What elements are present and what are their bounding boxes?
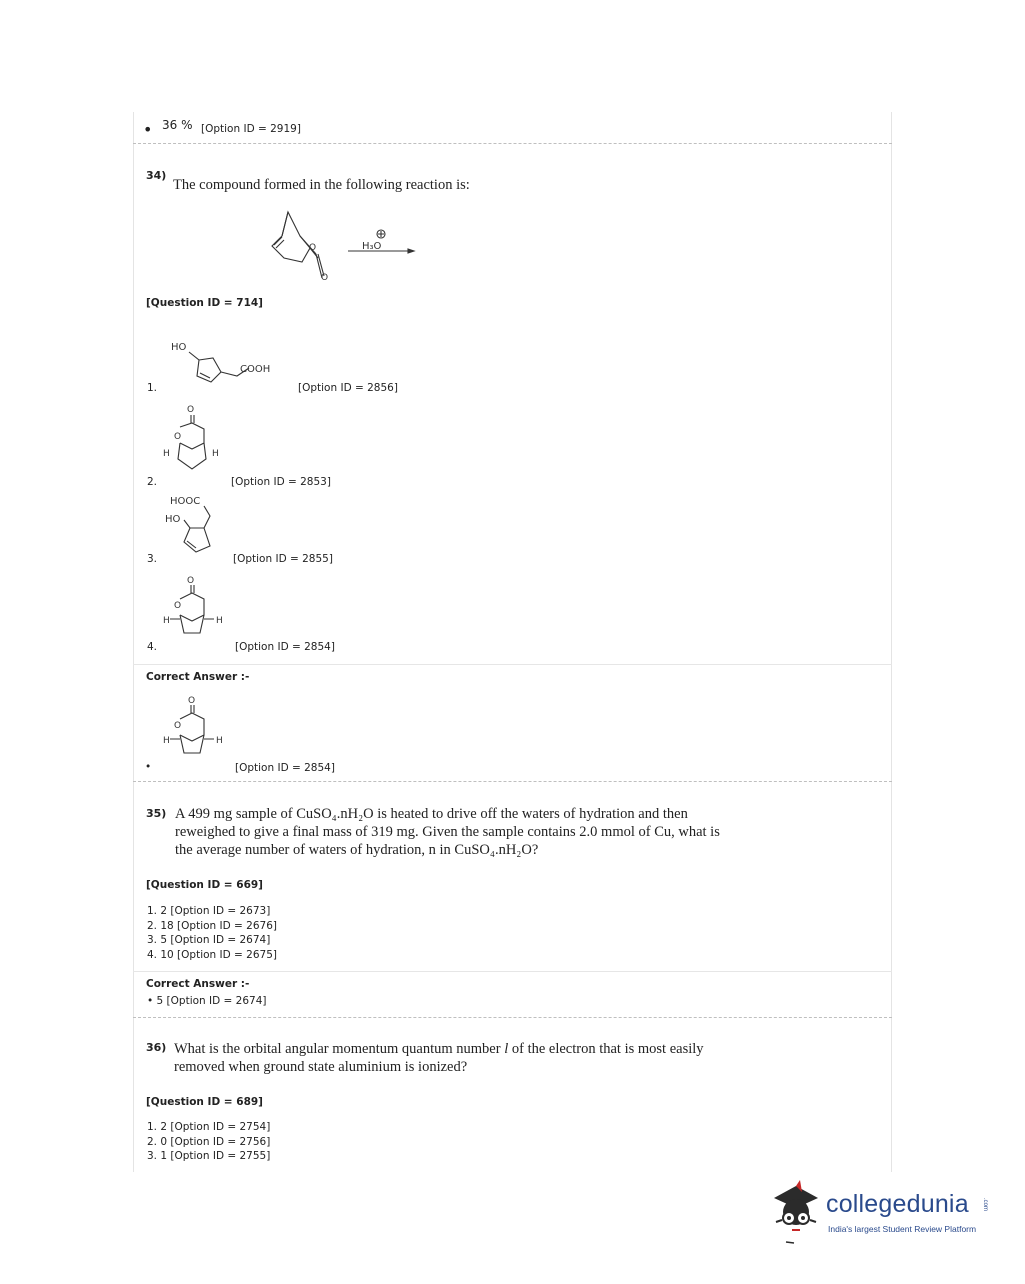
question-text-line: What is the orbital angular momentum quantum number l of the electron that is most easily: [174, 1041, 704, 1057]
option-1-structure: [165, 336, 285, 386]
option-item: 3. 1 [Option ID = 2755]: [147, 1150, 271, 1162]
ho-label: HO: [171, 342, 187, 353]
option-item: 2. 0 [Option ID = 2756]: [147, 1135, 271, 1148]
option-id: [Option ID = 2854]: [235, 762, 335, 774]
question-id: [Question ID = 689]: [146, 1096, 263, 1108]
option-id: [Option ID = 2855]: [233, 553, 333, 565]
cooh-label: COOH: [240, 364, 271, 375]
correct-answer-label: Correct Answer :-: [146, 978, 250, 990]
question-text: The compound formed in the following reaction is:: [173, 177, 470, 193]
carbonyl-oxygen: O: [188, 696, 196, 706]
hooc-label: HOOC: [170, 496, 201, 507]
collegedunia-logo[interactable]: [766, 1176, 996, 1246]
hydrogen-label: H: [212, 449, 219, 459]
option-4-structure: [160, 573, 230, 648]
ring-oxygen: O: [174, 601, 182, 611]
divider: [133, 781, 892, 782]
hydrogen-label: H: [216, 616, 223, 626]
hydrogen-label: H: [163, 616, 170, 626]
hydrogen-label: H: [163, 449, 170, 459]
bullet: •: [145, 761, 152, 773]
percent-value: 36 %: [162, 118, 193, 132]
divider: [133, 664, 892, 665]
option-id: [Option ID = 2856]: [298, 382, 398, 394]
question-text-line: removed when ground state aluminium is ionized?: [174, 1059, 468, 1075]
question-id: [Question ID = 714]: [146, 297, 263, 309]
option-id: [Option ID = 2853]: [231, 476, 331, 488]
carbonyl-oxygen: O: [187, 405, 195, 415]
ho-label: HO: [165, 514, 181, 525]
divider: [133, 1017, 892, 1018]
option-item: 4. 10 [Option ID = 2675]: [147, 948, 278, 961]
logo-domain: .com: [982, 1198, 988, 1212]
correct-answer-label: Correct Answer :-: [146, 671, 250, 683]
reagent-label: H₃O: [362, 241, 382, 252]
question-number: 35): [146, 807, 167, 820]
carbonyl-oxygen: O: [187, 576, 195, 586]
carbonyl-oxygen: O: [321, 273, 329, 283]
question-text-line: the average number of waters of hydration, n in CuSO₄.nH₂O?: [175, 842, 539, 858]
logo-tagline: India's largest Student Review Platform: [828, 1224, 977, 1234]
question-number: 36): [146, 1041, 167, 1054]
option-id: [Option ID = 2854]: [235, 641, 335, 653]
option-id: [Option ID = 2919]: [201, 123, 301, 135]
option-3-structure: [160, 490, 240, 555]
frame-line: [133, 112, 134, 143]
option-item: 1. 2 [Option ID = 2754]: [147, 1121, 271, 1133]
logo-wordmark: collegedunia: [826, 1190, 969, 1218]
hydrogen-label: H: [163, 736, 170, 746]
question-number: 34): [146, 169, 167, 182]
option-number: 3.: [147, 553, 158, 565]
hydrogen-label: H: [216, 736, 223, 746]
ring-oxygen: O: [174, 432, 182, 442]
option-number: 1.: [147, 382, 158, 394]
divider: [133, 971, 892, 972]
option-number: 2.: [147, 476, 158, 488]
option-item: 3. 5 [Option ID = 2674]: [147, 934, 271, 946]
frame-line: [891, 112, 892, 1172]
correct-answer-value: • 5 [Option ID = 2674]: [147, 995, 267, 1007]
mascot-icon: [766, 1176, 826, 1246]
option-item: 2. 18 [Option ID = 2676]: [147, 919, 278, 932]
question-id: [Question ID = 669]: [146, 879, 263, 891]
option-2-structure: [160, 403, 230, 478]
correct-answer-structure: [160, 693, 230, 763]
ring-oxygen: O: [174, 721, 182, 731]
question-text-line: A 499 mg sample of CuSO₄.nH₂O is heated to drive off the waters of hydration and then: [175, 806, 688, 822]
question-text-line: reweighed to give a final mass of 319 mg. Given the sample contains 2.0 mmol of Cu, what is: [175, 824, 720, 840]
reaction-scheme: [262, 208, 422, 288]
divider: [133, 143, 892, 144]
bullet: •: [143, 120, 153, 139]
option-number: 4.: [147, 641, 158, 653]
ring-oxygen: O: [309, 243, 317, 253]
option-item: 1. 2 [Option ID = 2673]: [147, 905, 271, 917]
